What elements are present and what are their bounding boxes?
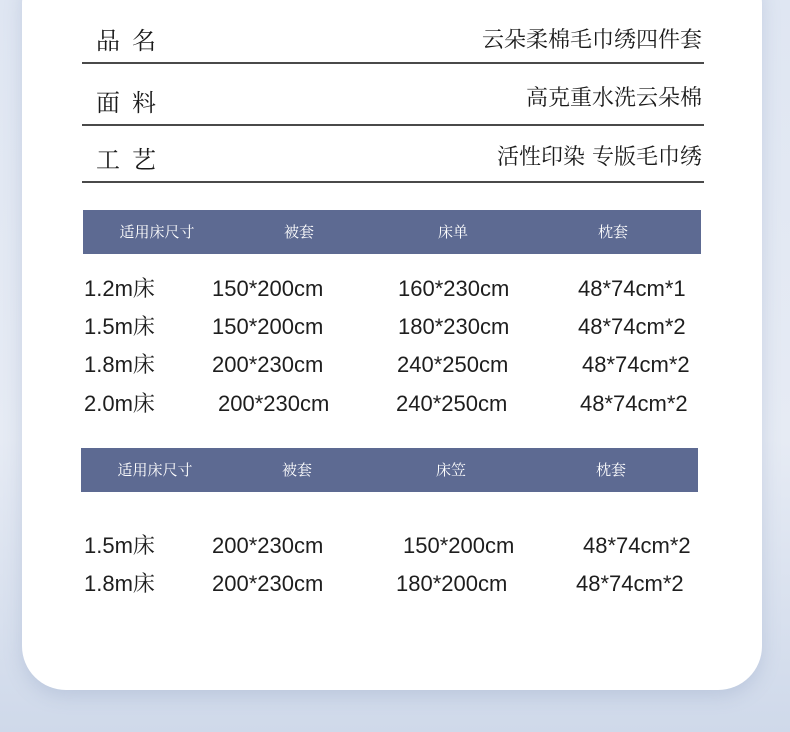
cell-fitted-sheet: 180*200cm xyxy=(396,571,508,596)
info-value: 高克重水洗云朵棉 xyxy=(525,86,702,111)
cell-pillowcase: 48*74cm*1 xyxy=(578,276,686,301)
header-bed-size: 适用床尺寸 xyxy=(117,461,193,479)
cell-pillowcase: 48*74cm*2 xyxy=(578,314,686,339)
header-bed-size: 适用床尺寸 xyxy=(119,223,195,241)
cell-duvet-cover: 150*200cm xyxy=(212,314,324,339)
cell-duvet-cover: 200*230cm xyxy=(212,533,324,558)
info-value: 活性印染 专版毛巾绣 xyxy=(497,145,702,170)
header-duvet-cover: 被套 xyxy=(283,223,314,241)
cell-bed-size: 1.2m床 xyxy=(84,276,155,301)
header-pillowcase: 枕套 xyxy=(597,223,628,241)
cell-fitted-sheet: 150*200cm xyxy=(403,533,515,558)
table-row xyxy=(0,531,790,561)
cell-bed-sheet: 180*230cm xyxy=(398,314,510,339)
cell-bed-size: 1.5m床 xyxy=(84,314,155,339)
info-label: 品名 xyxy=(96,27,168,55)
header-bed-sheet: 床单 xyxy=(437,223,468,241)
table-row xyxy=(0,350,790,380)
info-label: 面料 xyxy=(96,89,168,117)
table-row xyxy=(0,312,790,342)
cell-bed-sheet: 240*250cm xyxy=(397,352,509,377)
cell-bed-sheet: 240*250cm xyxy=(396,391,508,416)
header-fitted-sheet: 床笠 xyxy=(435,461,466,479)
cell-duvet-cover: 200*230cm xyxy=(212,571,324,596)
info-value: 云朵柔棉毛巾绣四件套 xyxy=(481,28,702,53)
table-row xyxy=(0,274,790,304)
table-row xyxy=(0,389,790,419)
info-label: 工艺 xyxy=(96,146,168,174)
cell-bed-sheet: 160*230cm xyxy=(398,276,510,301)
cell-bed-size: 1.8m床 xyxy=(84,352,155,377)
cell-pillowcase: 48*74cm*2 xyxy=(582,352,690,377)
size-table-header xyxy=(83,210,701,254)
cell-pillowcase: 48*74cm*2 xyxy=(576,571,684,596)
header-duvet-cover: 被套 xyxy=(281,461,312,479)
info-row-craft xyxy=(82,141,704,183)
size-table-header xyxy=(81,448,698,492)
cell-duvet-cover: 200*230cm xyxy=(212,352,324,377)
cell-duvet-cover: 200*230cm xyxy=(218,391,330,416)
table-row xyxy=(0,569,790,599)
header-pillowcase: 枕套 xyxy=(595,461,626,479)
cell-bed-size: 1.8m床 xyxy=(84,571,155,596)
info-row-name xyxy=(82,22,704,64)
cell-pillowcase: 48*74cm*2 xyxy=(580,391,688,416)
cell-duvet-cover: 150*200cm xyxy=(212,276,324,301)
info-row-fabric xyxy=(82,84,704,126)
cell-bed-size: 2.0m床 xyxy=(84,391,155,416)
cell-bed-size: 1.5m床 xyxy=(84,533,155,558)
cell-pillowcase: 48*74cm*2 xyxy=(583,533,691,558)
